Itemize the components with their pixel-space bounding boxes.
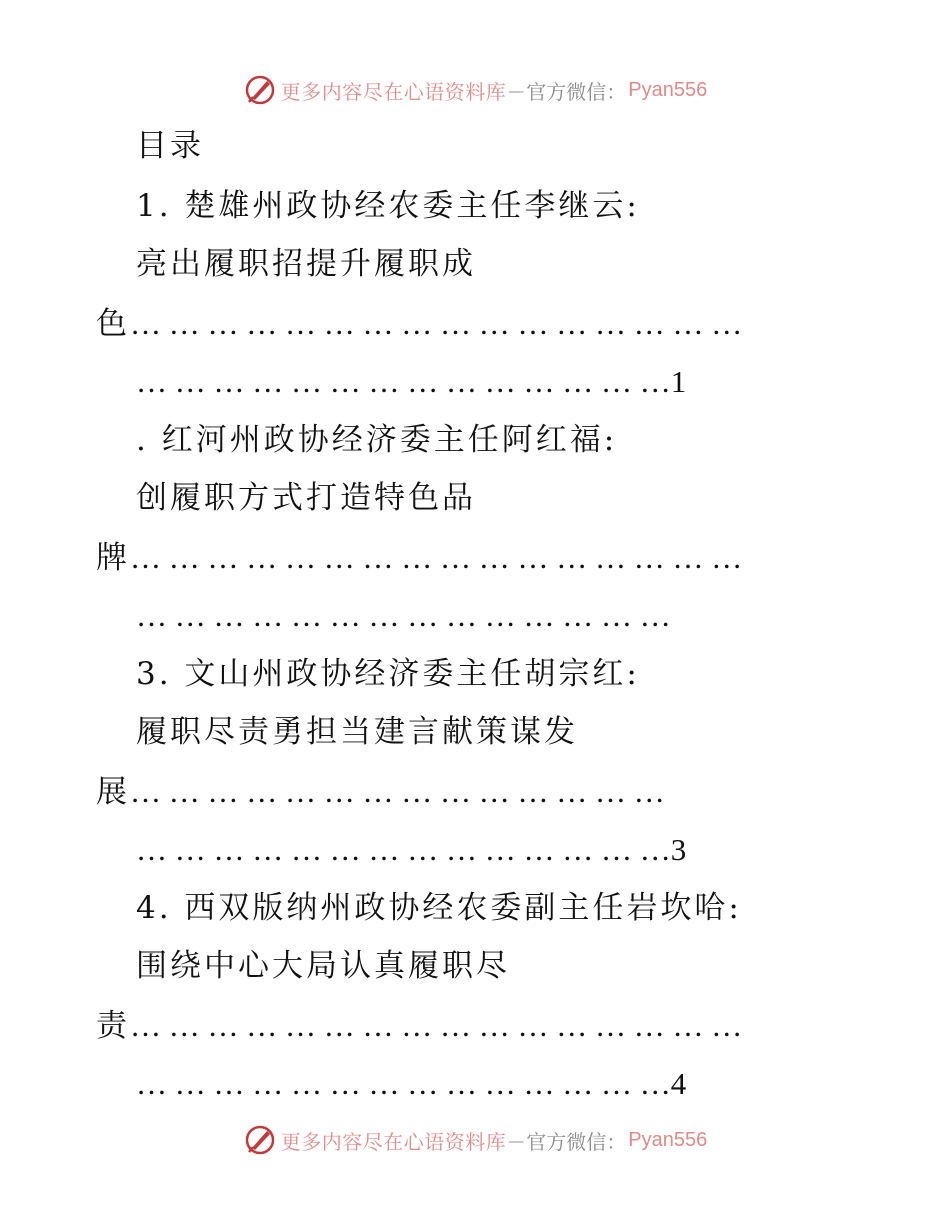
- toc-entry-1-heading[interactable]: 1. 楚雄州政协经农委主任李继云:: [136, 188, 640, 224]
- banner-wechat-label: 官方微信：: [526, 1129, 627, 1154]
- banner-dash: —: [508, 80, 525, 100]
- banner-text: 更多内容尽在心语资料库: [280, 79, 507, 104]
- toc-entry-2-heading[interactable]: . 红河州政协经济委主任阿红福:: [136, 422, 618, 458]
- toc-entry-2-leader: [96, 538, 742, 578]
- banner-dash: —: [508, 1130, 525, 1150]
- banner-wechat-label: 官方微信：: [526, 79, 627, 104]
- toc-entry-2-page-line: [136, 596, 671, 636]
- toc-entry-4-last-char: 责: [96, 1008, 130, 1044]
- toc-entry-3-page-line: [136, 830, 686, 870]
- toc-entry-1-last-char: 色: [96, 306, 130, 342]
- toc-entry-3-last-char: 展: [96, 774, 130, 810]
- quill-pen-logo-icon: [243, 73, 277, 107]
- toc-title: 目录: [136, 128, 204, 164]
- footer-watermark: [0, 1120, 950, 1160]
- banner-text: 更多内容尽在心语资料库: [280, 1129, 507, 1154]
- banner-wechat-id: Pyan556: [628, 78, 708, 101]
- toc-entry-3-subtitle: 履职尽责勇担当建言献策谋发: [136, 714, 578, 750]
- toc-entry-1-page: 1: [670, 364, 687, 399]
- toc-entry-4-page-line: [136, 1064, 686, 1104]
- toc-entry-1-leader: [96, 304, 742, 344]
- toc-entry-4-dots: … … … … … … … … … … … … … … … …: [130, 1008, 743, 1043]
- quill-pen-logo-icon: [243, 1123, 277, 1157]
- toc-entry-3-dots: … … … … … … … … … … … … … …: [130, 774, 665, 809]
- toc-entry-4-page: 4: [670, 1066, 687, 1101]
- toc-entry-4-heading[interactable]: 4. 西双版纳州政协经农委副主任岩坎哈:: [136, 890, 742, 926]
- header-watermark: [0, 70, 950, 110]
- toc-entry-3-dots-2: … … … … … … … … … … … … … …: [136, 832, 671, 867]
- toc-entry-4-subtitle: 围绕中心大局认真履职尽: [136, 948, 510, 984]
- toc-entry-1-dots: … … … … … … … … … … … … … … … …: [130, 306, 743, 341]
- toc-entry-2-last-char: 牌: [96, 540, 130, 576]
- toc-entry-1-subtitle: 亮出履职招提升履职成: [136, 246, 476, 282]
- toc-entry-3-leader: [96, 772, 665, 812]
- toc-entry-2-dots-2: … … … … … … … … … … … … … …: [136, 598, 671, 633]
- toc-entry-3-heading[interactable]: 3. 文山州政协经济委主任胡宗红:: [136, 656, 640, 692]
- toc-entry-2-dots: … … … … … … … … … … … … … … … …: [130, 540, 743, 575]
- toc-entry-3-page: 3: [670, 832, 687, 867]
- toc-entry-4-leader: [96, 1006, 742, 1046]
- banner-wechat-id: Pyan556: [628, 1128, 708, 1151]
- toc-entry-2-subtitle: 创履职方式打造特色品: [136, 480, 476, 516]
- toc-entry-1-page-line: [136, 362, 686, 402]
- toc-entry-4-dots-2: … … … … … … … … … … … … … …: [136, 1066, 671, 1101]
- toc-entry-1-dots-2: … … … … … … … … … … … … … …: [136, 364, 671, 399]
